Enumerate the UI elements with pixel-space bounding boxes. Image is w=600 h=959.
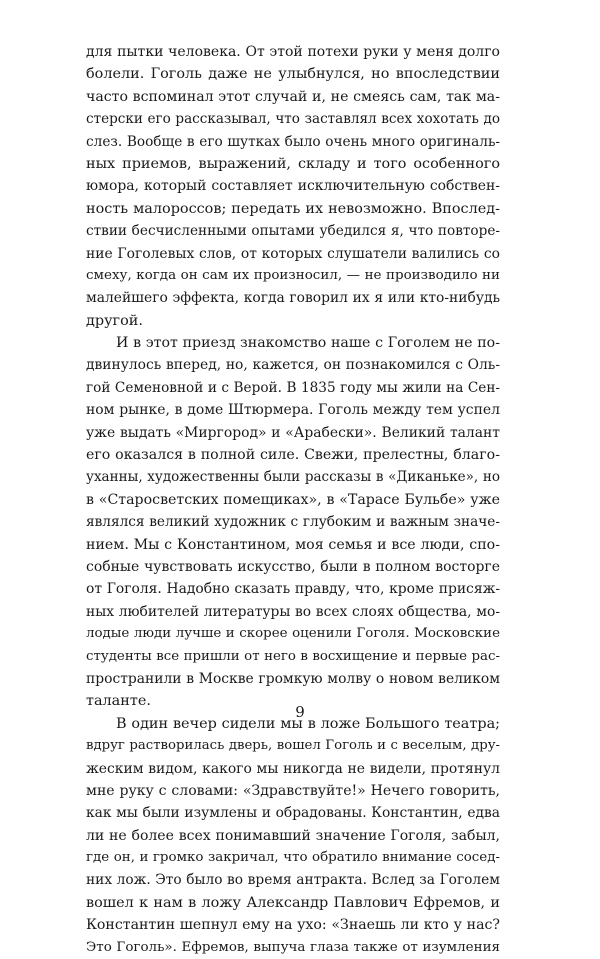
text-line: Это Гоголь». Ефремов, выпуча глаза также от изумления bbox=[86, 939, 500, 955]
text-line: таланте. bbox=[86, 693, 151, 710]
text-line: слез. Вообще в его шутках было очень много оригиналь- bbox=[86, 133, 500, 150]
text-line: ность малороссов; передать их невозможно. Впослед- bbox=[86, 200, 500, 217]
text-line: малейшего эффекта, когда говорил их я или кто-нибудь bbox=[86, 290, 500, 307]
text-line: являлся великий художник с глубоким и важным значе- bbox=[86, 514, 500, 531]
paragraph-2 bbox=[86, 332, 500, 713]
text-line: В один вечер сидели мы в ложе Большого театра; bbox=[116, 715, 500, 732]
text-line: собные чувствовать искусство, были в полном восторге bbox=[86, 558, 500, 575]
text-line: ние Гоголевых слов, от которых слушатели валились со bbox=[86, 245, 500, 262]
text-line: смеху, когда он сам их произносил, — не производило ни bbox=[86, 267, 500, 283]
text-line: жеским видом, какого мы никогда не видели, протянул bbox=[86, 760, 500, 777]
text-line: И в этот приезд знакомство наше с Гоголем не по- bbox=[116, 335, 500, 352]
text-line: для пытки человека. От этой потехи руки у меня долго bbox=[86, 44, 500, 60]
text-line: другой. bbox=[86, 312, 143, 329]
text-line: уханны, художественны были рассказы в «Диканьке», но bbox=[86, 469, 500, 486]
text-line: студенты все пришли от него в восхищение и первые рас- bbox=[86, 648, 500, 664]
text-line: нием. Мы с Константином, моя семья и все люди, спо- bbox=[86, 536, 500, 553]
text-line: пространили в Москве громкую молву о новом великом bbox=[86, 670, 500, 687]
text-line: как мы были изумлены и обрадованы. Константин, едва bbox=[86, 805, 500, 822]
text-line: лодые люди лучше и скорее оценили Гоголя. Московские bbox=[86, 626, 500, 642]
page-number: 9 bbox=[295, 703, 305, 721]
text-line: гой Семеновной и с Верой. В 1835 году мы жили на Сен- bbox=[86, 379, 500, 396]
text-line: ных приемов, выражений, складу и того особенного bbox=[86, 155, 500, 172]
text-line: ли не более всех понимавший значение Гоголя, забыл, bbox=[86, 827, 500, 844]
text-line: двинулось вперед, но, кажется, он познакомился с Оль- bbox=[86, 357, 500, 374]
text-line: вдруг растворилась дверь, вошел Гоголь и с веселым, дру- bbox=[86, 738, 500, 754]
text-line: ном рынке, в доме Штюрмера. Гоголь между тем успел bbox=[86, 402, 500, 419]
text-line: стерски его рассказывал, что заставлял всех хохотать до bbox=[86, 111, 500, 128]
text-line: вошел к нам в ложу Александр Павлович Ефремов, и bbox=[86, 894, 500, 911]
text-line: них лож. Это было во время антракта. Вслед за Гоголем bbox=[86, 872, 500, 889]
text-line: юмора, который составляет исключительную собствен- bbox=[86, 178, 500, 195]
text-line: уже выдать «Миргород» и «Арабески». Великий талант bbox=[86, 424, 500, 441]
text-line: болели. Гоголь даже не улыбнулся, но впоследствии bbox=[86, 66, 500, 83]
text-line: его оказался в полной силе. Свежи, прелестны, благо- bbox=[86, 447, 500, 464]
text-line: Константин шепнул ему на ухо: «Знаешь ли кто у нас? bbox=[86, 917, 500, 934]
text-line: мне руку с словами: «Здравствуйте!» Нечего говорить, bbox=[86, 782, 500, 799]
text-line: где он, и громко закричал, что обратило внимание сосед- bbox=[86, 850, 500, 866]
text-line: от Гоголя. Надобно сказать правду, что, кроме присяж- bbox=[86, 581, 500, 598]
text-line: ствии бесчисленными опытами убедился я, что повторе- bbox=[86, 223, 500, 240]
text-line: часто вспоминал этот случай и, не смеясь сам, так ма- bbox=[86, 88, 500, 105]
text-line: в «Старосветских помещиках», в «Тарасе Бульбе» уже bbox=[86, 491, 500, 508]
paragraph-1 bbox=[86, 41, 500, 332]
text-line: ных любителей литературы во всех слоях общества, мо- bbox=[86, 603, 500, 620]
page-body bbox=[86, 41, 500, 959]
